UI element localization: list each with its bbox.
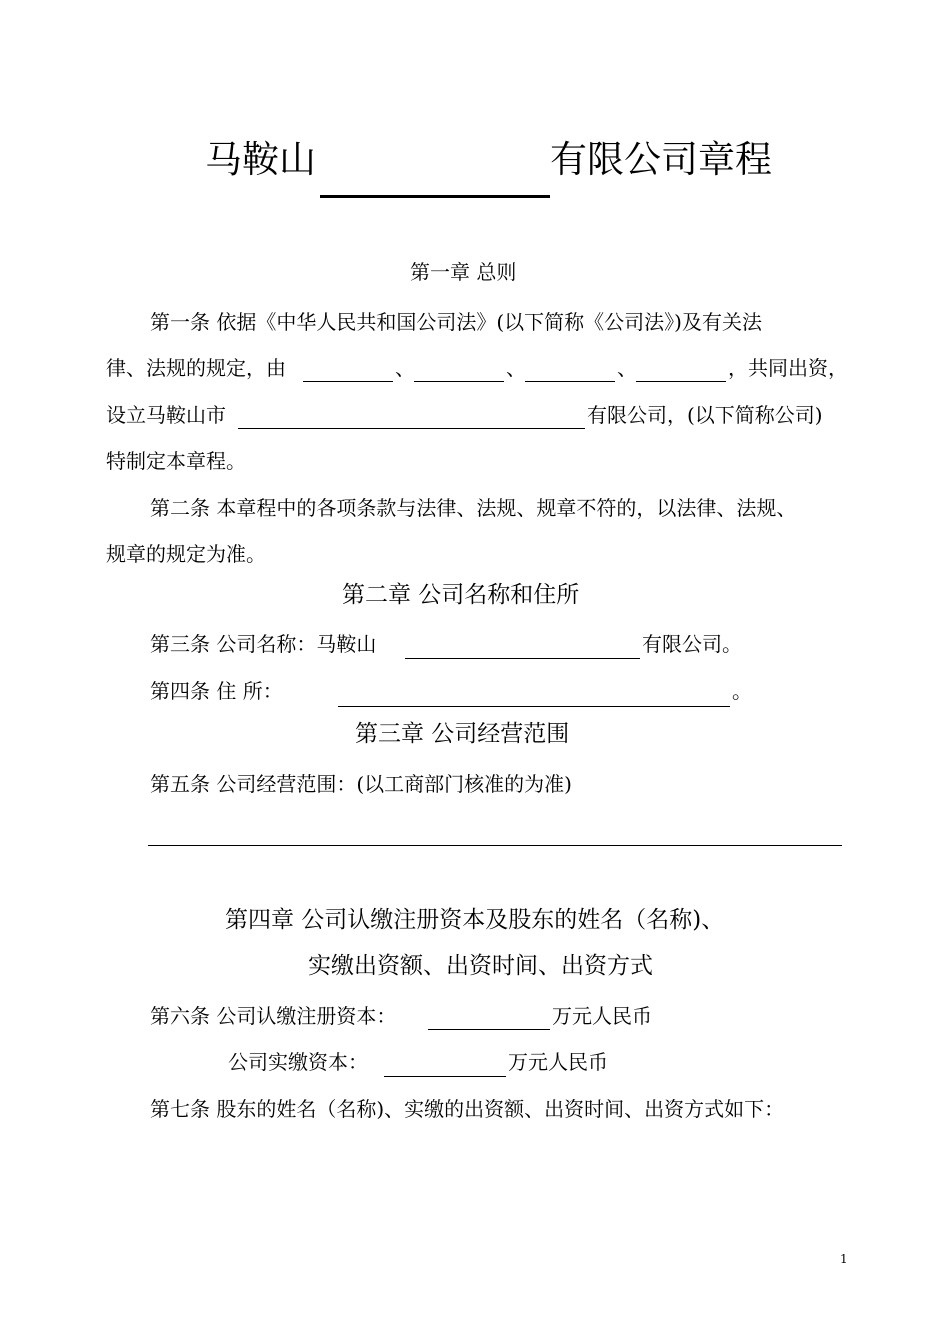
shareholder-blank-1 — [303, 381, 393, 382]
business-scope-field — [148, 845, 842, 846]
article3-label: 第三条 公司名称：马鞍山 — [150, 632, 377, 656]
article2-line1: 第二条 本章程中的各项条款与法律、法规、规章不符的，以法律、法规、 — [150, 496, 797, 520]
article1-line3-start: 设立马鞍山市 — [106, 403, 226, 427]
article1-line3-end: 有限公司，(以下简称公司) — [587, 403, 823, 427]
paid-capital-label: 公司实缴资本： — [228, 1050, 368, 1074]
separator: 、 — [506, 356, 526, 380]
subscribed-capital-field — [428, 1029, 550, 1030]
chapter1-heading: 第一章 总则 — [410, 260, 517, 284]
article4-end: 。 — [732, 679, 752, 703]
shareholder-blank-3 — [525, 381, 615, 382]
chapter3-heading: 第三章 公司经营范围 — [355, 721, 570, 747]
article6-label: 第六条 公司认缴注册资本： — [150, 1004, 397, 1028]
company-name-field — [405, 658, 640, 659]
paid-capital-unit: 万元人民币 — [508, 1050, 608, 1074]
article1-line4: 特制定本章程。 — [106, 449, 246, 473]
article1-line2-start: 律、法规的规定，由 — [106, 356, 286, 380]
article3-end: 有限公司。 — [642, 632, 742, 656]
title-company-name-blank — [320, 195, 550, 198]
article2-line2: 规章的规定为准。 — [106, 542, 266, 566]
shareholder-blank-2 — [414, 381, 504, 382]
article4-label: 第四条 住 所： — [150, 679, 283, 703]
article1-line2-end: ，共同出资， — [728, 356, 848, 380]
article1-line1: 第一条 依据《中华人民共和国公司法》(以下简称《公司法》)及有关法 — [150, 310, 762, 334]
separator: 、 — [395, 356, 415, 380]
address-field — [338, 706, 730, 707]
article6-unit: 万元人民币 — [552, 1004, 652, 1028]
company-name-blank — [238, 428, 585, 429]
chapter4-heading-line2: 实缴出资额、出资时间、出资方式 — [308, 953, 653, 979]
paid-capital-field — [384, 1076, 506, 1077]
chapter2-heading: 第二章 公司名称和住所 — [342, 582, 580, 608]
separator: 、 — [617, 356, 637, 380]
title-suffix: 有限公司章程 — [550, 138, 772, 181]
article7: 第七条 股东的姓名（名称)、实缴的出资额、出资时间、出资方式如下： — [150, 1097, 785, 1121]
shareholder-blank-4 — [636, 381, 726, 382]
article5: 第五条 公司经营范围：(以工商部门核准的为准) — [150, 772, 572, 796]
chapter4-heading-line1: 第四章 公司认缴注册资本及股东的姓名（名称)、 — [225, 907, 725, 933]
page-number: 1 — [840, 1252, 848, 1266]
title-prefix: 马鞍山 — [205, 138, 316, 181]
